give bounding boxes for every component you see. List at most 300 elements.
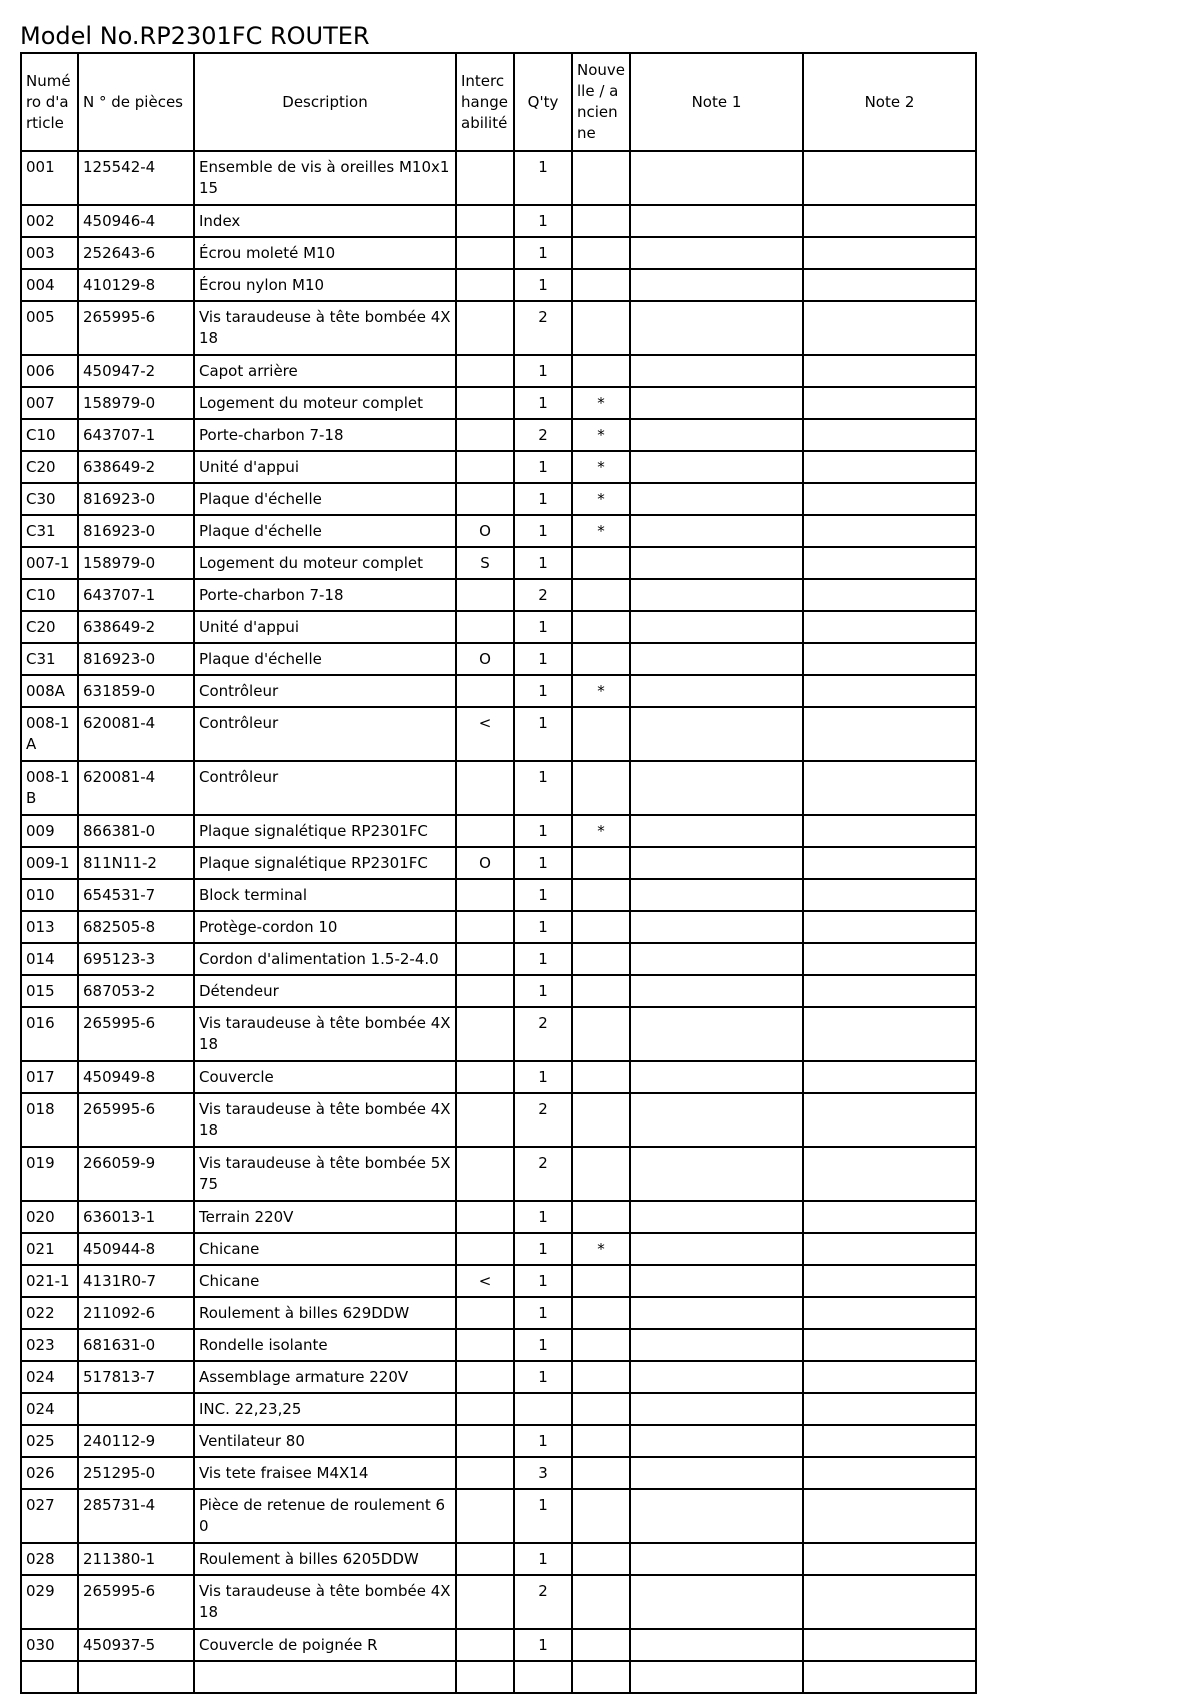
item-number-cell: 014 bbox=[21, 943, 78, 975]
new-old-cell bbox=[572, 975, 630, 1007]
interchangeability-cell bbox=[456, 1393, 514, 1425]
table-row bbox=[21, 975, 976, 1007]
note-1-cell bbox=[630, 643, 803, 675]
interchangeability-cell bbox=[456, 269, 514, 301]
table-row bbox=[21, 707, 976, 761]
new-old-cell bbox=[572, 547, 630, 579]
part-number-cell: 816923-0 bbox=[78, 515, 194, 547]
new-old-cell bbox=[572, 1361, 630, 1393]
interchangeability-cell: < bbox=[456, 707, 514, 761]
quantity-cell: 1 bbox=[514, 611, 572, 643]
note-2-cell bbox=[803, 707, 976, 761]
quantity-cell: 1 bbox=[514, 1629, 572, 1661]
note-1-cell bbox=[630, 579, 803, 611]
note-2-cell bbox=[803, 483, 976, 515]
table-row bbox=[21, 1201, 976, 1233]
quantity-cell: 1 bbox=[514, 1361, 572, 1393]
table-row bbox=[21, 387, 976, 419]
item-number-cell: C20 bbox=[21, 451, 78, 483]
description-cell: Rondelle isolante bbox=[194, 1329, 456, 1361]
parts-table-body bbox=[21, 151, 976, 1693]
table-row bbox=[21, 547, 976, 579]
new-old-cell bbox=[572, 611, 630, 643]
new-old-cell bbox=[572, 1661, 630, 1693]
interchangeability-cell bbox=[456, 237, 514, 269]
item-number-cell: 020 bbox=[21, 1201, 78, 1233]
item-number-cell: 027 bbox=[21, 1489, 78, 1543]
quantity-cell: 1 bbox=[514, 847, 572, 879]
part-number-cell: 866381-0 bbox=[78, 815, 194, 847]
note-2-cell bbox=[803, 815, 976, 847]
item-number-cell: C10 bbox=[21, 579, 78, 611]
quantity-cell: 1 bbox=[514, 1265, 572, 1297]
interchangeability-cell bbox=[456, 1093, 514, 1147]
part-number-cell bbox=[78, 1393, 194, 1425]
interchangeability-cell bbox=[456, 1297, 514, 1329]
new-old-cell: * bbox=[572, 815, 630, 847]
quantity-cell: 1 bbox=[514, 1061, 572, 1093]
table-row bbox=[21, 1147, 976, 1201]
note-1-cell bbox=[630, 151, 803, 205]
item-number-cell: C31 bbox=[21, 515, 78, 547]
note-1-cell bbox=[630, 761, 803, 815]
part-number-cell: 4131R0-7 bbox=[78, 1265, 194, 1297]
new-old-cell bbox=[572, 1575, 630, 1629]
part-number-cell: 681631-0 bbox=[78, 1329, 194, 1361]
item-number-cell bbox=[21, 1661, 78, 1693]
interchangeability-cell: O bbox=[456, 847, 514, 879]
item-number-cell: 021 bbox=[21, 1233, 78, 1265]
item-number-cell: 006 bbox=[21, 355, 78, 387]
description-cell: Contrôleur bbox=[194, 761, 456, 815]
note-2-cell bbox=[803, 761, 976, 815]
header-quantity: Q'ty bbox=[514, 53, 572, 151]
interchangeability-cell bbox=[456, 1629, 514, 1661]
quantity-cell: 1 bbox=[514, 515, 572, 547]
description-cell: Logement du moteur complet bbox=[194, 387, 456, 419]
item-number-cell: 013 bbox=[21, 911, 78, 943]
description-cell: Roulement à billes 6205DDW bbox=[194, 1543, 456, 1575]
table-row bbox=[21, 879, 976, 911]
table-row bbox=[21, 1297, 976, 1329]
description-cell: Plaque signalétique RP2301FC bbox=[194, 815, 456, 847]
note-2-cell bbox=[803, 911, 976, 943]
note-1-cell bbox=[630, 237, 803, 269]
part-number-cell: 643707-1 bbox=[78, 419, 194, 451]
new-old-cell bbox=[572, 237, 630, 269]
description-cell: Unité d'appui bbox=[194, 451, 456, 483]
note-2-cell bbox=[803, 547, 976, 579]
table-row bbox=[21, 151, 976, 205]
new-old-cell: * bbox=[572, 419, 630, 451]
note-1-cell bbox=[630, 911, 803, 943]
parts-table bbox=[20, 52, 977, 1694]
description-cell: Plaque d'échelle bbox=[194, 643, 456, 675]
item-number-cell: 016 bbox=[21, 1007, 78, 1061]
header-description: Description bbox=[194, 53, 456, 151]
page-title: Model No.RP2301FC ROUTER bbox=[20, 22, 370, 50]
quantity-cell: 2 bbox=[514, 579, 572, 611]
description-cell: Plaque signalétique RP2301FC bbox=[194, 847, 456, 879]
note-2-cell bbox=[803, 1007, 976, 1061]
item-number-cell: 022 bbox=[21, 1297, 78, 1329]
item-number-cell: 015 bbox=[21, 975, 78, 1007]
part-number-cell: 631859-0 bbox=[78, 675, 194, 707]
interchangeability-cell bbox=[456, 387, 514, 419]
quantity-cell: 1 bbox=[514, 643, 572, 675]
quantity-cell: 2 bbox=[514, 419, 572, 451]
part-number-cell: 638649-2 bbox=[78, 451, 194, 483]
item-number-cell: 029 bbox=[21, 1575, 78, 1629]
quantity-cell: 1 bbox=[514, 943, 572, 975]
quantity-cell: 1 bbox=[514, 269, 572, 301]
note-1-cell bbox=[630, 943, 803, 975]
description-cell: Logement du moteur complet bbox=[194, 547, 456, 579]
table-row bbox=[21, 205, 976, 237]
new-old-cell bbox=[572, 1201, 630, 1233]
table-row bbox=[21, 269, 976, 301]
note-1-cell bbox=[630, 611, 803, 643]
part-number-cell bbox=[78, 1661, 194, 1693]
note-1-cell bbox=[630, 1489, 803, 1543]
interchangeability-cell: O bbox=[456, 643, 514, 675]
item-number-cell: 007-1 bbox=[21, 547, 78, 579]
new-old-cell: * bbox=[572, 387, 630, 419]
table-row bbox=[21, 611, 976, 643]
table-row bbox=[21, 1629, 976, 1661]
quantity-cell: 1 bbox=[514, 1329, 572, 1361]
description-cell: Pièce de retenue de roulement 60 bbox=[194, 1489, 456, 1543]
table-row bbox=[21, 1361, 976, 1393]
quantity-cell: 1 bbox=[514, 483, 572, 515]
part-number-cell: 265995-6 bbox=[78, 1007, 194, 1061]
note-2-cell bbox=[803, 1661, 976, 1693]
interchangeability-cell bbox=[456, 355, 514, 387]
part-number-cell: 643707-1 bbox=[78, 579, 194, 611]
description-cell: Écrou nylon M10 bbox=[194, 269, 456, 301]
new-old-cell bbox=[572, 761, 630, 815]
note-2-cell bbox=[803, 1629, 976, 1661]
table-row bbox=[21, 419, 976, 451]
note-2-cell bbox=[803, 1329, 976, 1361]
description-cell: Ventilateur 80 bbox=[194, 1425, 456, 1457]
item-number-cell: C31 bbox=[21, 643, 78, 675]
note-1-cell bbox=[630, 1543, 803, 1575]
new-old-cell bbox=[572, 643, 630, 675]
description-cell: Couvercle de poignée R bbox=[194, 1629, 456, 1661]
table-row bbox=[21, 355, 976, 387]
quantity-cell: 1 bbox=[514, 707, 572, 761]
table-row bbox=[21, 1233, 976, 1265]
interchangeability-cell bbox=[456, 1201, 514, 1233]
note-2-cell bbox=[803, 387, 976, 419]
description-cell: Vis taraudeuse à tête bombée 5X75 bbox=[194, 1147, 456, 1201]
note-2-cell bbox=[803, 151, 976, 205]
part-number-cell: 636013-1 bbox=[78, 1201, 194, 1233]
part-number-cell: 211380-1 bbox=[78, 1543, 194, 1575]
interchangeability-cell bbox=[456, 483, 514, 515]
new-old-cell bbox=[572, 879, 630, 911]
new-old-cell bbox=[572, 1265, 630, 1297]
new-old-cell bbox=[572, 1425, 630, 1457]
note-2-cell bbox=[803, 1061, 976, 1093]
note-2-cell bbox=[803, 1543, 976, 1575]
interchangeability-cell bbox=[456, 1661, 514, 1693]
note-2-cell bbox=[803, 579, 976, 611]
description-cell: Plaque d'échelle bbox=[194, 483, 456, 515]
item-number-cell: 001 bbox=[21, 151, 78, 205]
description-cell: Protège-cordon 10 bbox=[194, 911, 456, 943]
note-2-cell bbox=[803, 1361, 976, 1393]
new-old-cell bbox=[572, 269, 630, 301]
item-number-cell: 028 bbox=[21, 1543, 78, 1575]
description-cell: Index bbox=[194, 205, 456, 237]
note-1-cell bbox=[630, 1201, 803, 1233]
note-1-cell bbox=[630, 815, 803, 847]
table-row bbox=[21, 1489, 976, 1543]
interchangeability-cell bbox=[456, 1147, 514, 1201]
note-1-cell bbox=[630, 975, 803, 1007]
note-1-cell bbox=[630, 1007, 803, 1061]
interchangeability-cell bbox=[456, 761, 514, 815]
quantity-cell: 2 bbox=[514, 1575, 572, 1629]
part-number-cell: 811N11-2 bbox=[78, 847, 194, 879]
item-number-cell: C10 bbox=[21, 419, 78, 451]
interchangeability-cell bbox=[456, 1425, 514, 1457]
quantity-cell: 1 bbox=[514, 911, 572, 943]
table-row bbox=[21, 1425, 976, 1457]
interchangeability-cell bbox=[456, 579, 514, 611]
item-number-cell: 017 bbox=[21, 1061, 78, 1093]
item-number-cell: 002 bbox=[21, 205, 78, 237]
part-number-cell: 285731-4 bbox=[78, 1489, 194, 1543]
quantity-cell: 1 bbox=[514, 205, 572, 237]
item-number-cell: 008-1B bbox=[21, 761, 78, 815]
part-number-cell: 450937-5 bbox=[78, 1629, 194, 1661]
new-old-cell: * bbox=[572, 515, 630, 547]
note-1-cell bbox=[630, 1457, 803, 1489]
note-2-cell bbox=[803, 301, 976, 355]
part-number-cell: 240112-9 bbox=[78, 1425, 194, 1457]
note-1-cell bbox=[630, 1061, 803, 1093]
description-cell: Roulement à billes 629DDW bbox=[194, 1297, 456, 1329]
part-number-cell: 211092-6 bbox=[78, 1297, 194, 1329]
note-2-cell bbox=[803, 643, 976, 675]
note-1-cell bbox=[630, 269, 803, 301]
new-old-cell: * bbox=[572, 675, 630, 707]
table-row bbox=[21, 1093, 976, 1147]
new-old-cell bbox=[572, 1061, 630, 1093]
header-interchangeability: Interchangeabilité bbox=[456, 53, 514, 151]
quantity-cell: 1 bbox=[514, 1425, 572, 1457]
description-cell: Ensemble de vis à oreilles M10x115 bbox=[194, 151, 456, 205]
table-row bbox=[21, 847, 976, 879]
table-row bbox=[21, 815, 976, 847]
new-old-cell bbox=[572, 707, 630, 761]
item-number-cell: 030 bbox=[21, 1629, 78, 1661]
table-row bbox=[21, 1575, 976, 1629]
item-number-cell: 009 bbox=[21, 815, 78, 847]
part-number-cell: 638649-2 bbox=[78, 611, 194, 643]
part-number-cell: 251295-0 bbox=[78, 1457, 194, 1489]
table-row bbox=[21, 1393, 976, 1425]
table-row bbox=[21, 1007, 976, 1061]
interchangeability-cell bbox=[456, 911, 514, 943]
interchangeability-cell: O bbox=[456, 515, 514, 547]
part-number-cell: 450949-8 bbox=[78, 1061, 194, 1093]
part-number-cell: 125542-4 bbox=[78, 151, 194, 205]
note-1-cell bbox=[630, 1393, 803, 1425]
description-cell: Contrôleur bbox=[194, 675, 456, 707]
part-number-cell: 517813-7 bbox=[78, 1361, 194, 1393]
new-old-cell bbox=[572, 301, 630, 355]
part-number-cell: 450946-4 bbox=[78, 205, 194, 237]
new-old-cell: * bbox=[572, 483, 630, 515]
header-note-1: Note 1 bbox=[630, 53, 803, 151]
note-2-cell bbox=[803, 451, 976, 483]
note-1-cell bbox=[630, 1629, 803, 1661]
part-number-cell: 620081-4 bbox=[78, 707, 194, 761]
table-row bbox=[21, 301, 976, 355]
new-old-cell: * bbox=[572, 1233, 630, 1265]
quantity-cell: 1 bbox=[514, 355, 572, 387]
item-number-cell: C30 bbox=[21, 483, 78, 515]
interchangeability-cell bbox=[456, 675, 514, 707]
part-number-cell: 816923-0 bbox=[78, 483, 194, 515]
quantity-cell: 1 bbox=[514, 675, 572, 707]
item-number-cell: 007 bbox=[21, 387, 78, 419]
interchangeability-cell bbox=[456, 943, 514, 975]
quantity-cell: 1 bbox=[514, 1543, 572, 1575]
note-1-cell bbox=[630, 847, 803, 879]
new-old-cell bbox=[572, 579, 630, 611]
item-number-cell: 008-1A bbox=[21, 707, 78, 761]
note-2-cell bbox=[803, 1233, 976, 1265]
note-1-cell bbox=[630, 515, 803, 547]
description-cell: Contrôleur bbox=[194, 707, 456, 761]
description-cell: Chicane bbox=[194, 1233, 456, 1265]
new-old-cell bbox=[572, 355, 630, 387]
quantity-cell: 1 bbox=[514, 387, 572, 419]
note-1-cell bbox=[630, 547, 803, 579]
quantity-cell: 1 bbox=[514, 1297, 572, 1329]
note-2-cell bbox=[803, 943, 976, 975]
part-number-cell: 265995-6 bbox=[78, 1093, 194, 1147]
new-old-cell bbox=[572, 1147, 630, 1201]
interchangeability-cell bbox=[456, 1543, 514, 1575]
new-old-cell bbox=[572, 151, 630, 205]
interchangeability-cell: S bbox=[456, 547, 514, 579]
item-number-cell: 010 bbox=[21, 879, 78, 911]
note-1-cell bbox=[630, 1297, 803, 1329]
table-row bbox=[21, 1061, 976, 1093]
description-cell: Couvercle bbox=[194, 1061, 456, 1093]
note-2-cell bbox=[803, 355, 976, 387]
description-cell: Vis taraudeuse à tête bombée 4X18 bbox=[194, 1093, 456, 1147]
item-number-cell: 024 bbox=[21, 1361, 78, 1393]
header-note-2: Note 2 bbox=[803, 53, 976, 151]
quantity-cell: 1 bbox=[514, 451, 572, 483]
description-cell: Chicane bbox=[194, 1265, 456, 1297]
header-part-number: N ° de pièces bbox=[78, 53, 194, 151]
description-cell: Plaque d'échelle bbox=[194, 515, 456, 547]
note-1-cell bbox=[630, 387, 803, 419]
interchangeability-cell bbox=[456, 1061, 514, 1093]
quantity-cell: 3 bbox=[514, 1457, 572, 1489]
description-cell: INC. 22,23,25 bbox=[194, 1393, 456, 1425]
note-1-cell bbox=[630, 483, 803, 515]
quantity-cell: 1 bbox=[514, 1201, 572, 1233]
description-cell: Porte-charbon 7-18 bbox=[194, 419, 456, 451]
quantity-cell: 2 bbox=[514, 1007, 572, 1061]
quantity-cell: 1 bbox=[514, 879, 572, 911]
table-row bbox=[21, 911, 976, 943]
new-old-cell bbox=[572, 1393, 630, 1425]
part-number-cell: 654531-7 bbox=[78, 879, 194, 911]
description-cell: Unité d'appui bbox=[194, 611, 456, 643]
interchangeability-cell bbox=[456, 1361, 514, 1393]
note-1-cell bbox=[630, 355, 803, 387]
quantity-cell: 1 bbox=[514, 547, 572, 579]
quantity-cell: 1 bbox=[514, 761, 572, 815]
note-1-cell bbox=[630, 1425, 803, 1457]
interchangeability-cell bbox=[456, 419, 514, 451]
interchangeability-cell bbox=[456, 1489, 514, 1543]
note-1-cell bbox=[630, 1661, 803, 1693]
note-2-cell bbox=[803, 1093, 976, 1147]
item-number-cell: C20 bbox=[21, 611, 78, 643]
description-cell: Terrain 220V bbox=[194, 1201, 456, 1233]
note-1-cell bbox=[630, 1329, 803, 1361]
description-cell: Vis taraudeuse à tête bombée 4X18 bbox=[194, 1575, 456, 1629]
note-1-cell bbox=[630, 675, 803, 707]
note-1-cell bbox=[630, 1265, 803, 1297]
note-1-cell bbox=[630, 1093, 803, 1147]
note-1-cell bbox=[630, 707, 803, 761]
table-row bbox=[21, 1457, 976, 1489]
description-cell: Vis tete fraisee M4X14 bbox=[194, 1457, 456, 1489]
table-row bbox=[21, 237, 976, 269]
interchangeability-cell bbox=[456, 1007, 514, 1061]
table-row bbox=[21, 515, 976, 547]
note-2-cell bbox=[803, 1425, 976, 1457]
description-cell: Porte-charbon 7-18 bbox=[194, 579, 456, 611]
interchangeability-cell bbox=[456, 975, 514, 1007]
note-2-cell bbox=[803, 1575, 976, 1629]
item-number-cell: 018 bbox=[21, 1093, 78, 1147]
quantity-cell: 2 bbox=[514, 1093, 572, 1147]
note-2-cell bbox=[803, 1393, 976, 1425]
part-number-cell: 620081-4 bbox=[78, 761, 194, 815]
part-number-cell: 265995-6 bbox=[78, 301, 194, 355]
note-1-cell bbox=[630, 1361, 803, 1393]
new-old-cell bbox=[572, 847, 630, 879]
note-2-cell bbox=[803, 1265, 976, 1297]
item-number-cell: 008A bbox=[21, 675, 78, 707]
new-old-cell bbox=[572, 1543, 630, 1575]
interchangeability-cell bbox=[456, 1329, 514, 1361]
part-number-cell: 410129-8 bbox=[78, 269, 194, 301]
interchangeability-cell bbox=[456, 815, 514, 847]
new-old-cell bbox=[572, 1457, 630, 1489]
note-2-cell bbox=[803, 1489, 976, 1543]
note-2-cell bbox=[803, 847, 976, 879]
part-number-cell: 266059-9 bbox=[78, 1147, 194, 1201]
description-cell: Cordon d'alimentation 1.5-2-4.0 bbox=[194, 943, 456, 975]
note-1-cell bbox=[630, 1147, 803, 1201]
part-number-cell: 450947-2 bbox=[78, 355, 194, 387]
new-old-cell bbox=[572, 911, 630, 943]
